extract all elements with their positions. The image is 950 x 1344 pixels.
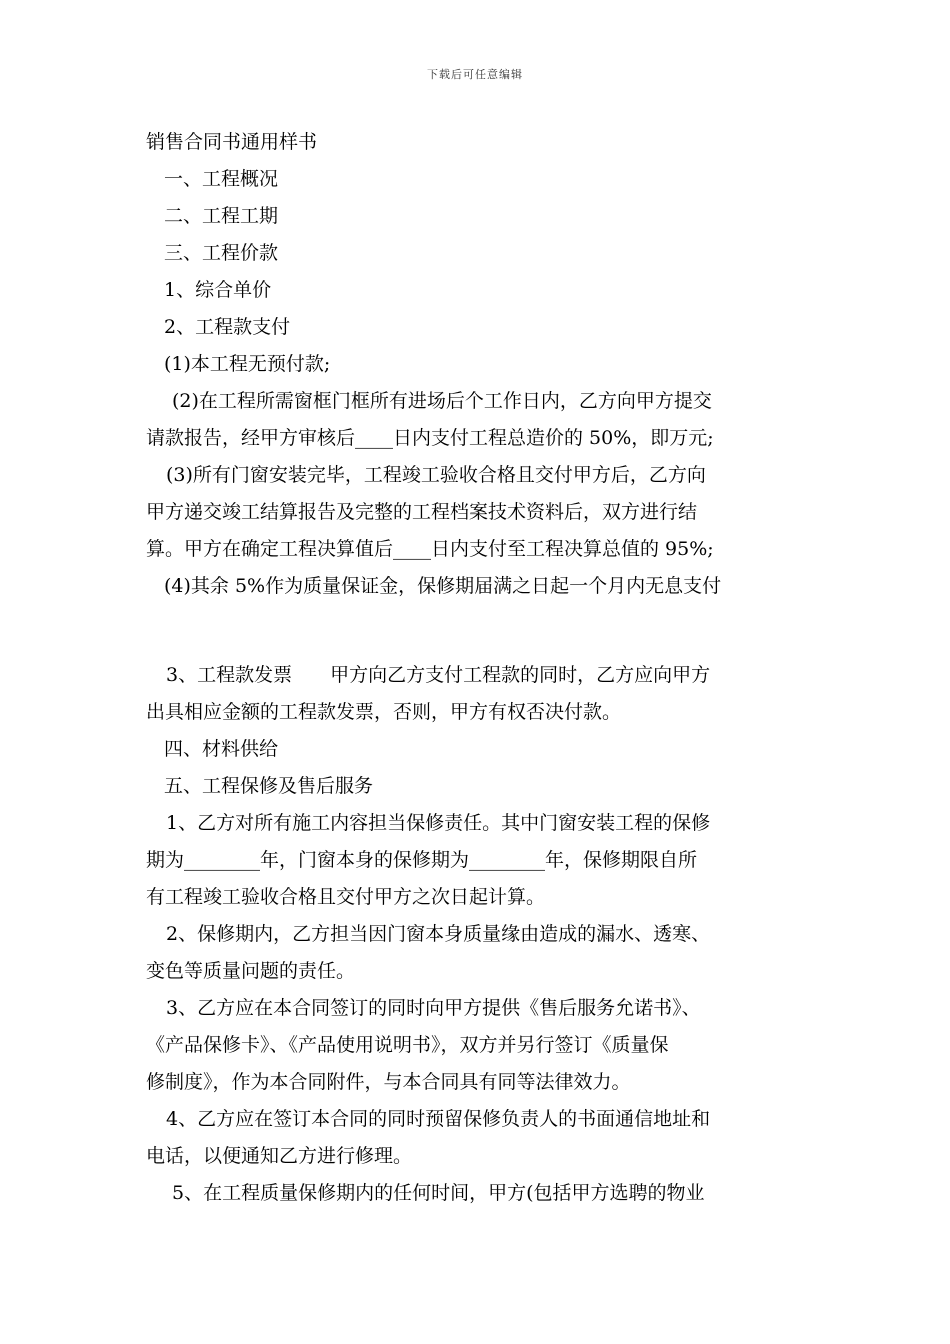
- paragraph-line: 期为________年，门窗本身的保修期为________年，保修期限自所: [146, 849, 698, 871]
- subsection-heading: 1、综合单价: [164, 279, 272, 301]
- paragraph-line: (1)本工程无预付款;: [164, 353, 331, 375]
- paragraph-line: (4)其余 5%作为质量保证金，保修期届满之日起一个月内无息支付: [164, 575, 722, 597]
- section-heading: 五、工程保修及售后服务: [164, 775, 374, 797]
- paragraph-line: 3、乙方应在本合同签订的同时向甲方提供《售后服务允诺书》、: [166, 997, 701, 1019]
- section-heading: 四、材料供给: [164, 738, 279, 760]
- section-heading: 三、工程价款: [164, 242, 279, 264]
- paragraph-line: 2、保修期内，乙方担当因门窗本身质量缘由造成的漏水、透寒、: [166, 923, 711, 945]
- paragraph-spacer: [146, 605, 808, 657]
- subsection-heading: 2、工程款支付: [164, 316, 291, 338]
- paragraph-line: 甲方递交竣工结算报告及完整的工程档案技术资料后，双方进行结: [146, 501, 698, 523]
- section-heading: 二、工程工期: [164, 205, 279, 227]
- document-body: [146, 124, 808, 1212]
- paragraph-line: 3、工程款发票 甲方向乙方支付工程款的同时，乙方应向甲方: [166, 664, 711, 686]
- paragraph-line: 修制度》，作为本合同附件，与本合同具有同等法律效力。: [146, 1071, 631, 1093]
- paragraph-line: 出具相应金额的工程款发票，否则，甲方有权否决付款。: [146, 701, 622, 723]
- page-header: 下载后可任意编辑: [427, 68, 523, 81]
- paragraph-line: 算。甲方在确定工程决算值后____日内支付至工程决算总值的 95%;: [146, 538, 714, 560]
- paragraph-line: 有工程竣工验收合格且交付甲方之次日起计算。: [146, 886, 546, 908]
- paragraph-line: 4、乙方应在签订本合同的同时预留保修负责人的书面通信地址和: [166, 1108, 711, 1130]
- paragraph-line: 《产品保修卡》、《产品使用说明书》，双方并另行签订《质量保: [146, 1034, 669, 1056]
- paragraph-line: 电话，以便通知乙方进行修理。: [146, 1145, 413, 1167]
- paragraph-line: (2)在工程所需窗框门框所有进场后个工作日内，乙方向甲方提交: [172, 390, 712, 412]
- document-title: 销售合同书通用样书: [146, 131, 318, 153]
- paragraph-line: 5、在工程质量保修期内的任何时间，甲方(包括甲方选聘的物业: [172, 1182, 705, 1204]
- paragraph-line: (3)所有门窗安装完毕，工程竣工验收合格且交付甲方后，乙方向: [166, 464, 706, 486]
- section-heading: 一、工程概况: [164, 168, 279, 190]
- paragraph-line: 请款报告，经甲方审核后____日内支付工程总造价的 50%，即万元;: [146, 427, 714, 449]
- paragraph-line: 1、乙方对所有施工内容担当保修责任。其中门窗安装工程的保修: [166, 812, 711, 834]
- paragraph-line: 变色等质量问题的责任。: [146, 960, 356, 982]
